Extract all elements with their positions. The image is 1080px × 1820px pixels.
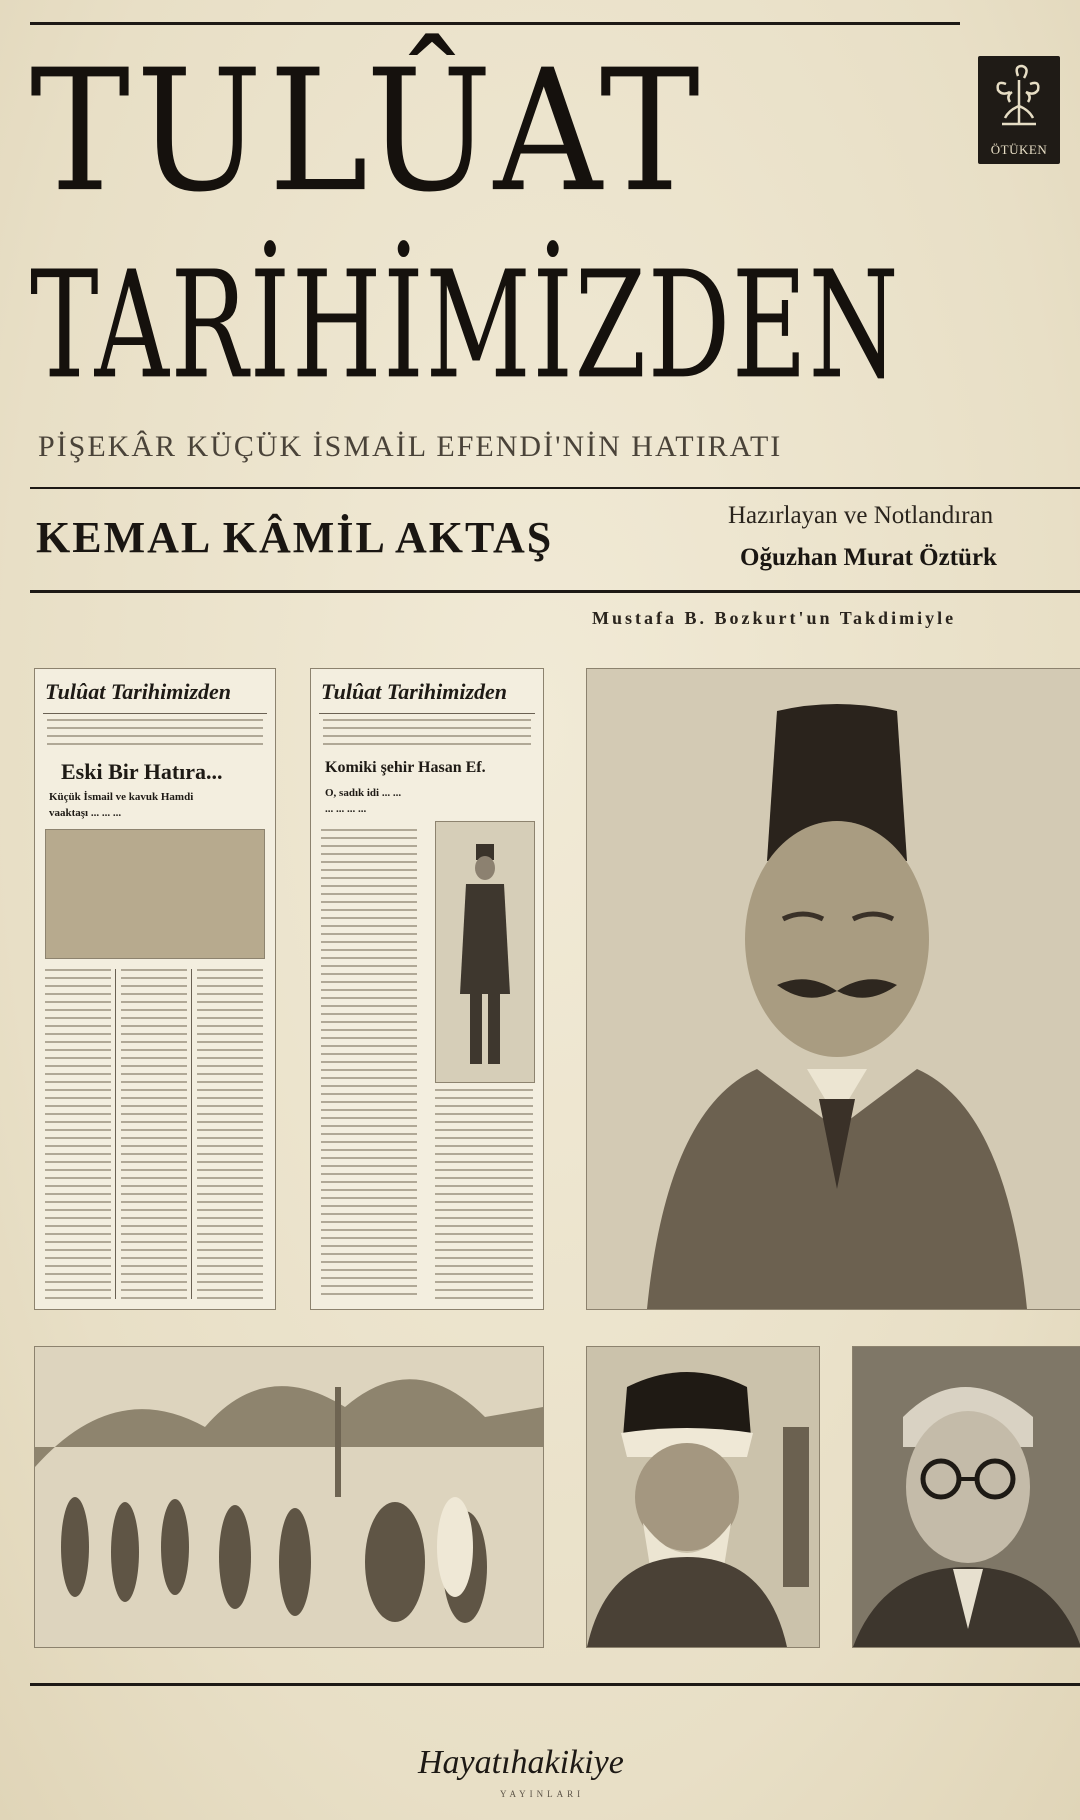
clipping-column-1 [321, 829, 417, 1299]
clipping-column-2 [121, 969, 187, 1299]
clipping-text [323, 719, 531, 749]
foreword-credit: Mustafa B. Bozkurt'un Takdimiyle [592, 608, 957, 628]
clipping-masthead: Tulûat Tarihimizden [321, 679, 508, 704]
author-name: KEMAL KÂMİL AKTAŞ [36, 513, 554, 562]
man-with-fez-icon [587, 669, 1080, 1309]
clipping-portrait [435, 821, 535, 1083]
title-line-2: TARİHİMİZDEN [30, 239, 901, 413]
clipping-deck-2: ... ... ... ... [325, 803, 367, 815]
crowd-scene-icon [35, 1347, 543, 1647]
clipping-deck-1: O, sadık idi ... ... [325, 787, 402, 799]
clipping-deck-2: vaaktaşı ... ... ... [49, 807, 122, 819]
author-top-rule [30, 487, 1080, 489]
bottom-rule [30, 1683, 1080, 1686]
imprint-logo: Hayatıhakikiye [418, 1744, 624, 1781]
street-scene-illustration [34, 1346, 544, 1648]
clipping-rule [43, 713, 267, 714]
clipping-deck-1: Küçük İsmail ve kavuk Hamdi [49, 791, 194, 803]
portrait-main [586, 668, 1080, 1310]
column-divider [115, 969, 116, 1299]
clipping-column-3 [197, 969, 263, 1299]
man-with-glasses-icon [853, 1347, 1080, 1647]
newspaper-clipping-1 [34, 668, 276, 1310]
clipping-rule [319, 713, 535, 714]
prepared-by-label: Hazırlayan ve Notlandıran [728, 502, 994, 529]
clipping-headline: Eski Bir Hatıra... [61, 759, 223, 784]
clipping-masthead: Tulûat Tarihimizden [45, 679, 232, 704]
clipping-column-1 [45, 969, 111, 1299]
top-rule [30, 22, 960, 25]
imprint-subtitle: YAYINLARI [500, 1789, 585, 1799]
portrait-glasses [852, 1346, 1080, 1648]
author-bottom-rule [30, 590, 1080, 593]
clipping-column-2 [435, 1089, 533, 1299]
prepared-by-name: Oğuzhan Murat Öztürk [740, 544, 997, 571]
standing-figure-icon [436, 822, 534, 1082]
elder-with-turban-icon [587, 1347, 819, 1647]
clipping-headline: Komiki şehir Hasan Ef. [325, 759, 486, 776]
subtitle: PİŞEKÂR KÜÇÜK İSMAİL EFENDİ'NİN HATIRATI [38, 430, 783, 463]
column-divider [191, 969, 192, 1299]
newspaper-clipping-2 [310, 668, 544, 1310]
title-line-1: TULÛAT [30, 34, 706, 230]
clipping-text [47, 719, 263, 749]
publisher-name: ÖTÜKEN [990, 142, 1048, 157]
portrait-elder [586, 1346, 820, 1648]
clipping-illustration [45, 829, 265, 959]
